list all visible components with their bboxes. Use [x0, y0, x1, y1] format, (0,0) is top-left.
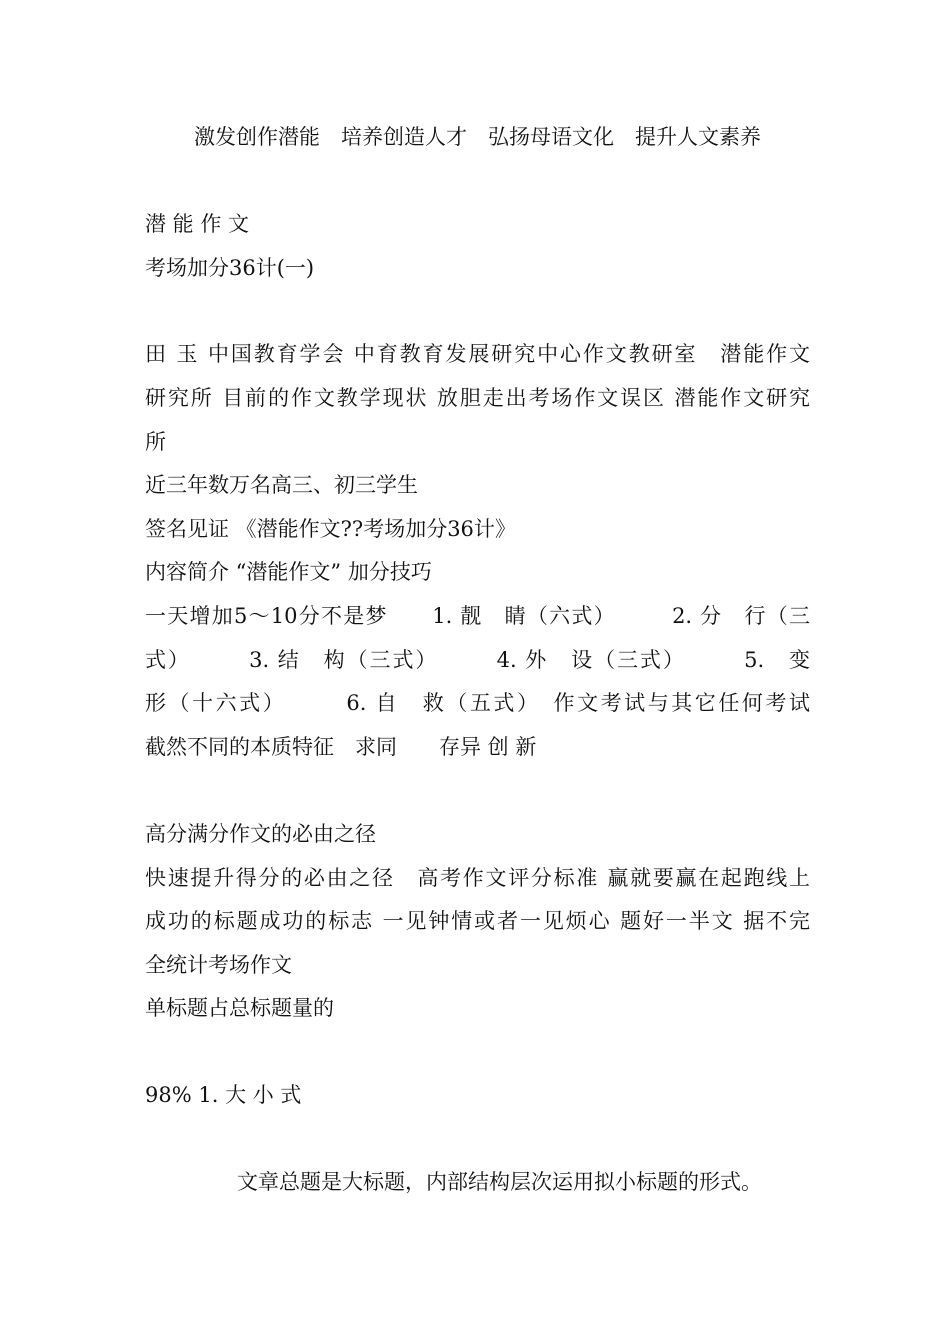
body-line: 成功的标题成功的标志 一见钟情或者一见烦心 题好一半文 据不完 — [145, 909, 810, 933]
body-line: 近三年数万名高三、初三学生 — [145, 473, 418, 497]
column-title: 潜 能 作 文 — [145, 212, 250, 236]
body-line: 所 — [145, 430, 166, 454]
body-line: 研究所 目前的作文教学现状 放胆走出考场作文误区 潜能作文研究 — [145, 386, 810, 410]
body-line: 高分满分作文的必由之径 — [145, 822, 376, 846]
body-line: 一天增加5～10分不是梦 1. 靓 睛（六式） 2. 分 行（三 — [145, 604, 810, 628]
column-subtitle: 考场加分36计(一) — [145, 256, 315, 280]
body-line: 全统计考场作文 — [145, 953, 292, 977]
body-line: 式） 3. 结 构（三式） 4. 外 设（三式） 5. 变 — [145, 648, 810, 672]
body-line: 快速提升得分的必由之径 高考作文评分标准 赢就要赢在起跑线上 — [145, 866, 810, 890]
body-line: 内容简介 “潜能作文” 加分技巧 — [145, 560, 432, 584]
closing-paragraph: 文章总题是大标题，内部结构层次运用拟小标题的形式。 — [237, 1170, 762, 1194]
body-line: 单标题占总标题量的 — [145, 996, 334, 1020]
header-slogan: 激发创作潜能 培养创造人才 弘扬母语文化 提升人文素养 — [194, 125, 761, 149]
body-line: 形（十六式） 6. 自 救（五式） 作文考试与其它任何考试 — [145, 691, 810, 715]
body-line: 截然不同的本质特征 求同 存异 创 新 — [145, 735, 537, 759]
body-line: 田 玉 中国教育学会 中育教育发展研究中心作文教研室 潜能作文 — [145, 342, 810, 366]
body-line: 签名见证 《潜能作文??考场加分36计》 — [145, 517, 516, 541]
stat-line: 98% 1. 大 小 式 — [145, 1083, 302, 1107]
